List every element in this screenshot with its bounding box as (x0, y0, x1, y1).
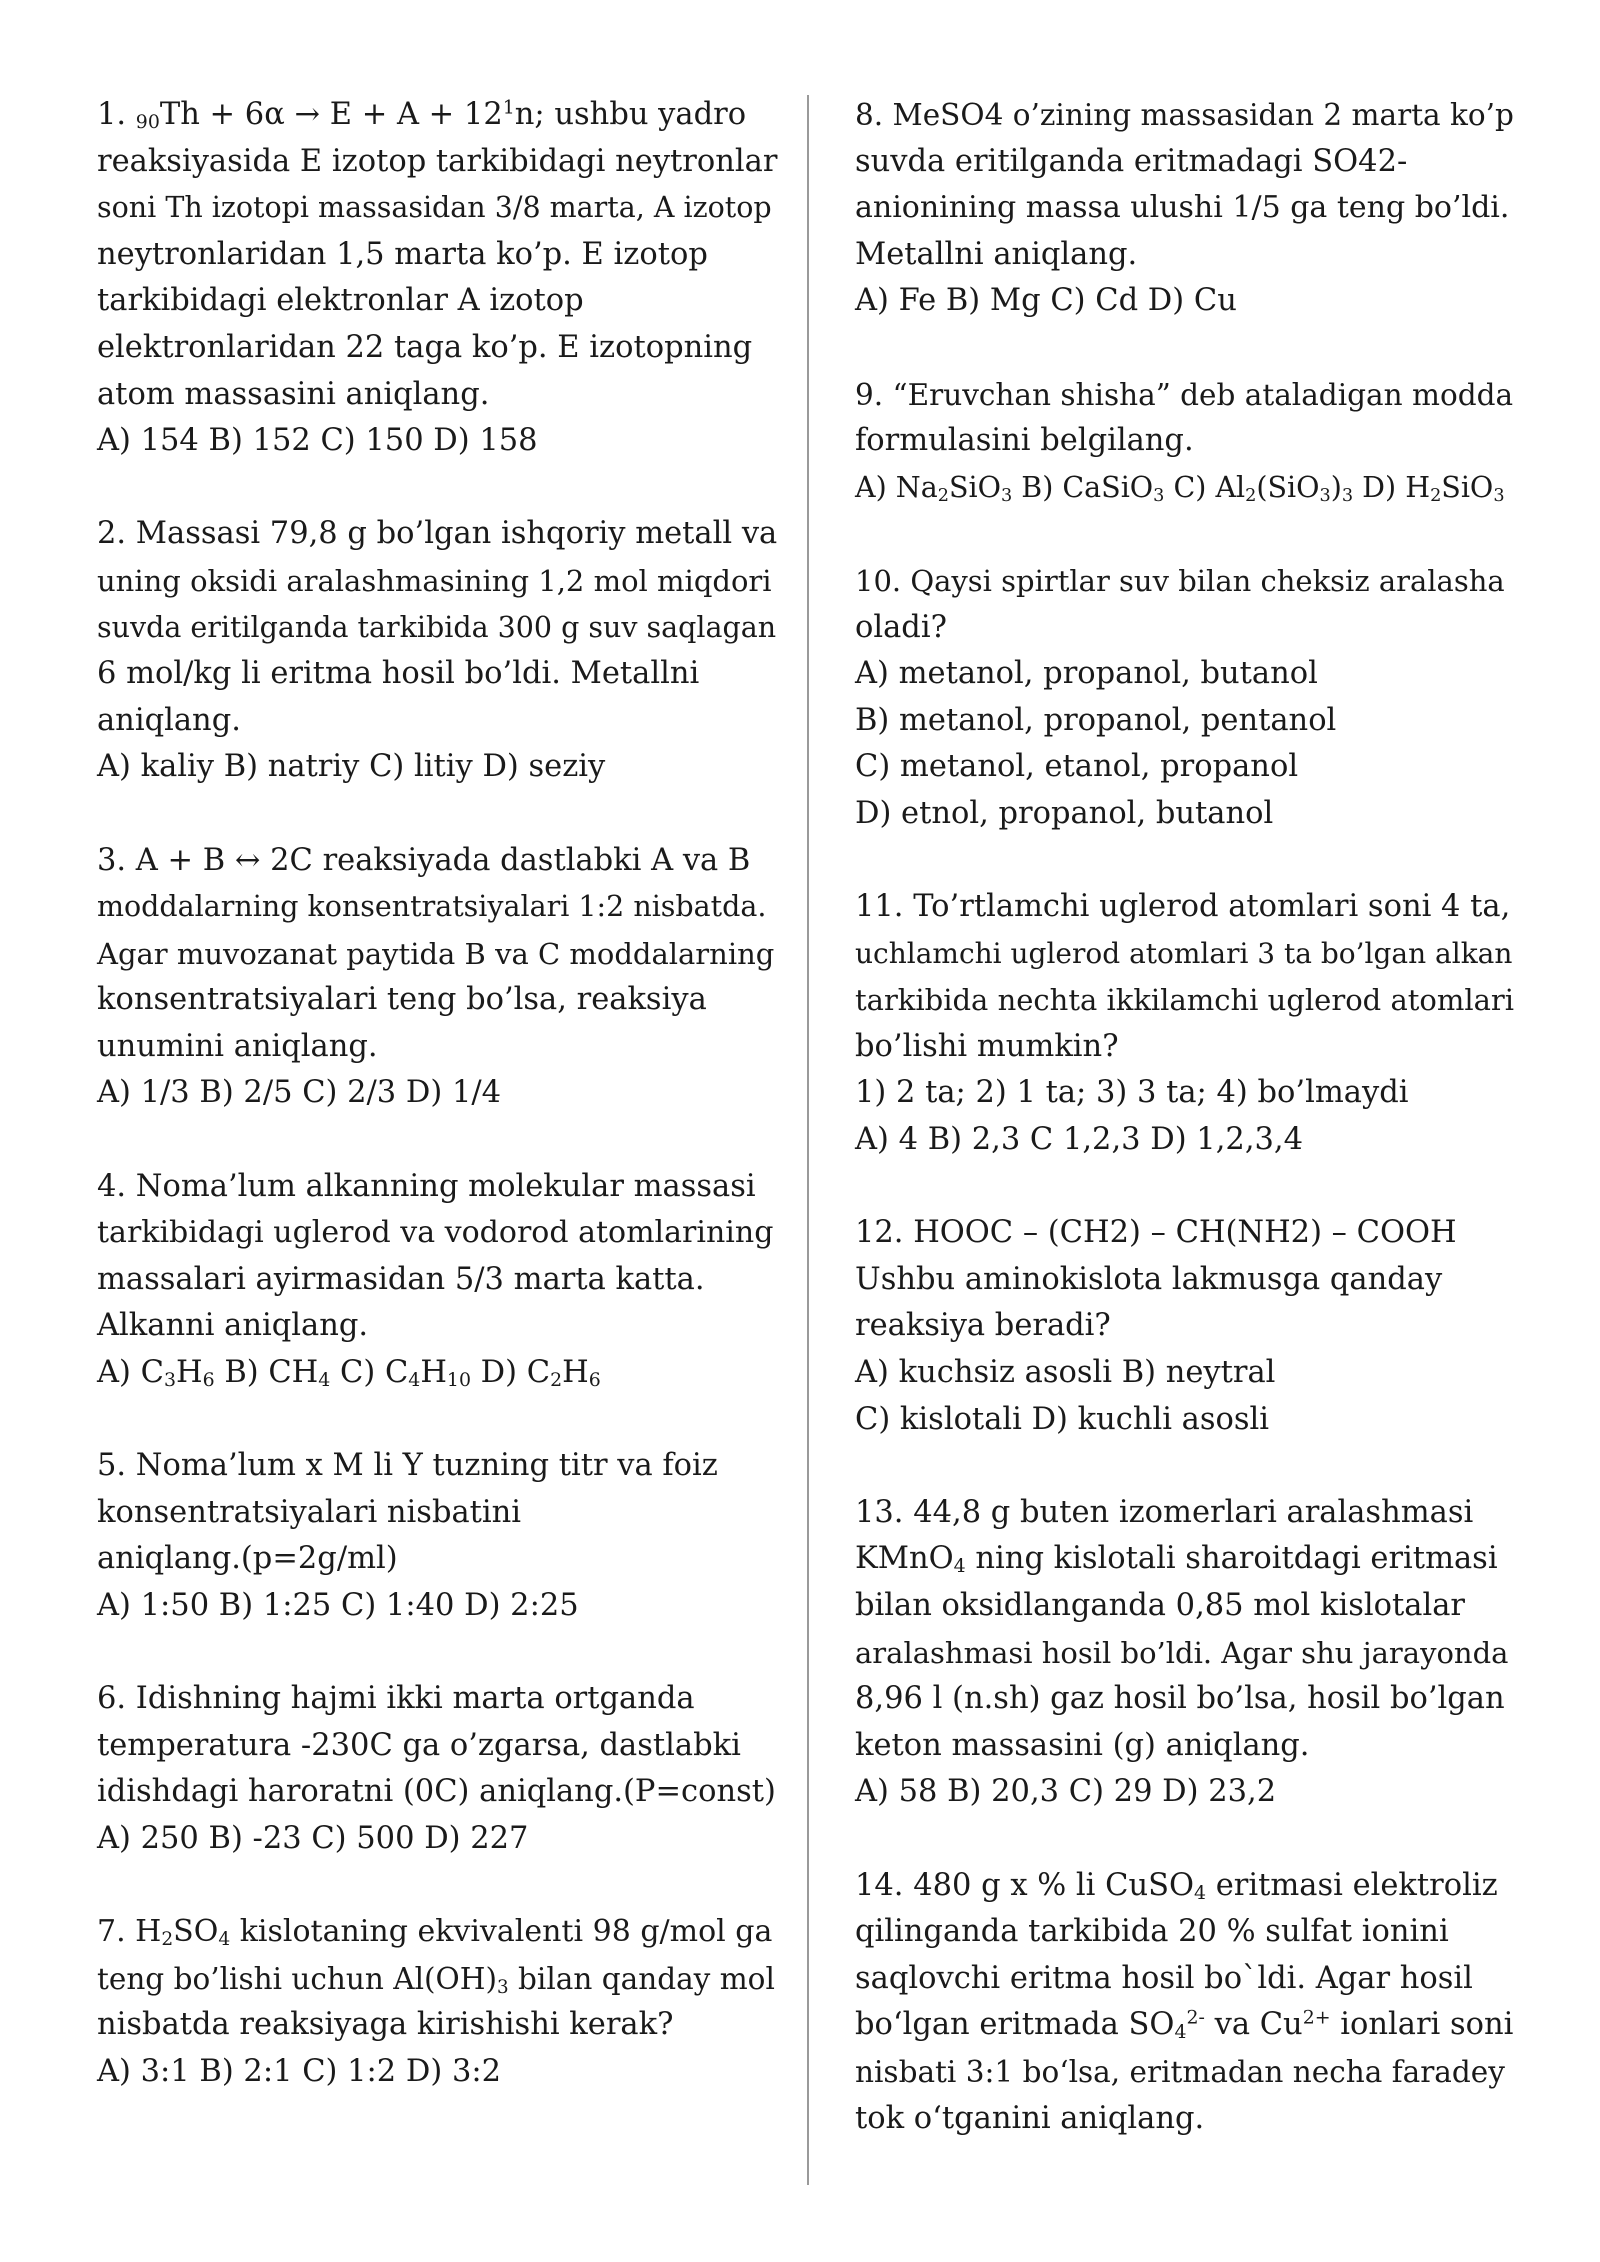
text-segment: A) kaliy B) natriy C) litiy D) seziy (97, 749, 606, 785)
question-line (97, 418, 777, 465)
question-line (855, 1723, 1515, 1770)
text-segment: konsentratsiyalari nisbatini (97, 1494, 522, 1530)
question-line (97, 977, 777, 1024)
subscript: 10 (446, 1369, 471, 1392)
question-line (855, 1909, 1515, 1956)
text-segment: A) 3:1 B) 2:1 C) 1:2 D) 3:2 (97, 2053, 502, 2089)
text-segment: A) 58 B) 20,3 C) 29 D) 23,2 (855, 1774, 1277, 1810)
text-segment: 7. H (97, 1914, 162, 1950)
text-segment: bilan qanday mol (508, 1961, 775, 1996)
question-line (855, 1863, 1515, 1910)
subscript: 3 (1493, 485, 1505, 506)
superscript: 2- (1186, 2006, 1205, 2029)
question-block (855, 372, 1515, 512)
text-segment: moddalarning konsentratsiyalari 1:2 nisbatda. (97, 890, 767, 924)
text-segment: SiO (948, 470, 1001, 504)
text-segment: D) H (1353, 470, 1431, 504)
question-block (97, 1443, 777, 1629)
text-segment: 5. Noma’lum x M li Y tuzning titr va foiz (97, 1448, 718, 1484)
text-segment: 11. To’rtlamchi uglerod atomlari soni 4 ta, (855, 889, 1511, 925)
text-segment: H (562, 1355, 589, 1391)
question-line (97, 558, 777, 605)
text-segment: ) (1330, 470, 1342, 504)
subscript: 90 (135, 111, 160, 134)
question-block (855, 1490, 1515, 1816)
question-block (97, 838, 777, 1118)
subscript: 4 (218, 1929, 231, 1951)
question-line (97, 1070, 777, 1117)
question-line (97, 511, 777, 558)
subscript: 4 (953, 1555, 966, 1578)
question-line (97, 1676, 777, 1723)
question-line (97, 744, 777, 791)
text-segment: 2. Massasi 79,8 g bo’lgan ishqoriy metall va (97, 516, 778, 552)
question-line (855, 977, 1515, 1024)
left-column (97, 92, 777, 2142)
column-divider (807, 95, 809, 2185)
subscript: 3 (1319, 485, 1331, 506)
superscript: 2+ (1302, 2006, 1331, 2029)
text-segment: massalari ayirmasidan 5/3 marta katta. (97, 1261, 705, 1297)
text-segment: A) 154 B) 152 C) 150 D) 158 (97, 423, 538, 459)
question-block (855, 1210, 1515, 1443)
question-line (97, 1909, 777, 1956)
text-segment: ionlari soni (1330, 2007, 1514, 2043)
question-line (855, 1210, 1515, 1257)
text-segment: 14. 480 g x % li CuSO (855, 1867, 1194, 1903)
text-segment: KMnO (855, 1541, 954, 1577)
text-segment: A) 4 B) 2,3 C 1,2,3 D) 1,2,3,4 (855, 1122, 1304, 1158)
question-line (97, 1257, 777, 1304)
text-segment: temperatura -230C ga o’zgarsa, dastlabki (97, 1727, 741, 1763)
text-segment: ning kislotali sharoitdagi eritmasi (965, 1541, 1498, 1577)
question-block (97, 1676, 777, 1862)
text-segment: 4. Noma’lum alkanning molekular massasi (97, 1168, 756, 1204)
subscript: 2 (161, 1929, 174, 1951)
question-line (855, 1583, 1515, 1630)
question-block (855, 884, 1515, 1164)
text-segment: A) metanol, propanol, butanol (855, 656, 1318, 692)
subscript: 4 (1194, 1881, 1207, 1904)
text-segment: formulasini belgilang. (855, 423, 1194, 459)
text-segment: SO (173, 1914, 219, 1950)
right-column (855, 92, 1515, 2189)
text-segment: 8,96 l (n.sh) gaz hosil bo’lsa, hosil bo’lgan (855, 1681, 1505, 1717)
text-segment: A) kuchsiz asosli B) neytral (855, 1355, 1276, 1391)
question-line (855, 884, 1515, 931)
question-line (97, 1210, 777, 1257)
text-segment: tarkibidagi elektronlar A izotop (97, 283, 584, 319)
question-line (855, 1956, 1515, 2003)
text-segment: 6 mol/kg li eritma hosil bo’ldi. Metallni (97, 656, 700, 692)
text-segment: n; ushbu yadro (514, 97, 747, 132)
subscript: 3 (1341, 485, 1354, 506)
question-line (855, 372, 1515, 419)
question-line (97, 1536, 777, 1583)
question-line (855, 791, 1515, 838)
text-segment: unumini aniqlang. (97, 1028, 378, 1064)
text-segment: reaksiyasida E izotop tarkibidagi neytronlar (97, 143, 778, 179)
text-segment: C) Al (1164, 470, 1246, 504)
question-line (97, 1303, 777, 1350)
question-line (855, 278, 1515, 325)
question-line (855, 465, 1515, 512)
question-line (855, 931, 1515, 978)
question-line (855, 651, 1515, 698)
question-line (855, 698, 1515, 745)
subscript: 2 (550, 1369, 563, 1392)
question-line (97, 139, 777, 186)
subscript: 3 (496, 1976, 509, 1998)
text-segment: konsentratsiyalari teng bo’lsa, reaksiya (97, 982, 707, 1018)
text-segment: aniqlang.(p=2g/ml) (97, 1541, 398, 1577)
question-block (855, 558, 1515, 838)
subscript: 4 (408, 1369, 421, 1392)
question-line (97, 1769, 777, 1816)
text-segment: B) CH (214, 1355, 319, 1391)
question-line (97, 1164, 777, 1211)
text-segment: 12. HOOC – (CH2) – CH(NH2) – COOH (855, 1215, 1457, 1251)
question-line (855, 1070, 1515, 1117)
question-line (855, 139, 1515, 186)
text-segment: 3. A + B ↔ 2C reaksiyada dastlabki A va B (97, 842, 751, 878)
text-segment: SiO (1441, 470, 1494, 504)
subscript: 3 (1000, 485, 1013, 506)
text-segment: 13. 44,8 g buten izomerlari aralashmasi (855, 1494, 1474, 1530)
question-line (97, 1024, 777, 1071)
text-segment: uchlamchi uglerod atomlari 3 ta bo’lgan alkan (855, 936, 1513, 970)
question-line (97, 372, 777, 419)
text-segment: neytronlaridan 1,5 marta ko’p. E izotop (97, 236, 708, 272)
text-segment: idishdagi haroratni (0C) aniqlang.(P=const) (97, 1774, 776, 1810)
text-segment: B) metanol, propanol, pentanol (855, 702, 1337, 738)
question-line (97, 884, 777, 931)
subscript: 3 (1153, 485, 1165, 506)
question-line (97, 651, 777, 698)
text-segment: (SiO (1256, 470, 1320, 504)
text-segment: bo‘lgan eritmada SO (855, 2007, 1175, 2043)
question-line (97, 605, 777, 652)
text-segment: Metallni aniqlang. (855, 236, 1138, 272)
question-line (855, 1117, 1515, 1164)
question-line (97, 698, 777, 745)
question-line (97, 1816, 777, 1863)
text-segment: D) etnol, propanol, butanol (855, 795, 1274, 831)
subscript: 2 (1430, 485, 1442, 506)
question-line (855, 92, 1515, 139)
text-segment: soni Th izotopi massasidan 3/8 marta, A izotop (97, 191, 772, 225)
text-segment: va Cu (1204, 2007, 1303, 2043)
text-segment: A) C (97, 1355, 164, 1391)
text-segment: B) CaSiO (1012, 470, 1154, 504)
text-segment: A) 250 B) -23 C) 500 D) 227 (97, 1820, 529, 1856)
question-line (855, 1303, 1515, 1350)
text-segment: C) C (330, 1355, 409, 1391)
question-line (97, 2049, 777, 2096)
subscript: 4 (318, 1369, 331, 1392)
text-segment: C) kislotali D) kuchli asosli (855, 1401, 1270, 1437)
text-segment: Th + 6α → E + A + 12 (159, 97, 503, 132)
question-block (97, 1164, 777, 1397)
text-segment: Alkanni aniqlang. (97, 1308, 369, 1344)
text-segment: keton massasini (g) aniqlang. (855, 1727, 1310, 1763)
question-line (97, 1723, 777, 1770)
question-line (855, 1490, 1515, 1537)
subscript: 4 (1174, 2021, 1187, 2044)
question-line (855, 1630, 1515, 1677)
question-line (855, 744, 1515, 791)
question-line (855, 1024, 1515, 1071)
question-line (855, 1257, 1515, 1304)
question-line (97, 232, 777, 279)
text-segment: oladi? (855, 609, 947, 645)
question-line (855, 2096, 1515, 2143)
question-block (97, 92, 777, 465)
text-segment: suvda eritilganda tarkibida 300 g suv saqlagan (97, 610, 777, 644)
text-segment: suvda eritilganda eritmadagi SO42- (855, 143, 1408, 179)
question-line (855, 232, 1515, 279)
text-segment: bo’lishi mumkin? (855, 1028, 1119, 1064)
text-segment: qilinganda tarkibida 20 % sulfat ionini (855, 1914, 1449, 1950)
subscript: 2 (937, 485, 949, 506)
question-line (97, 2002, 777, 2049)
text-segment: H (420, 1355, 447, 1391)
text-segment: A) Na (855, 470, 938, 504)
text-segment: A) 1:50 B) 1:25 C) 1:40 D) 2:25 (97, 1588, 579, 1623)
question-line (855, 2002, 1515, 2049)
text-segment: bilan oksidlanganda 0,85 mol kislotalar (855, 1588, 1465, 1623)
question-line (97, 838, 777, 885)
subscript: 3 (163, 1369, 176, 1392)
text-segment: saqlovchi eritma hosil bo`ldi. Agar hosil (855, 1960, 1473, 1996)
question-line (855, 2049, 1515, 2096)
text-segment: tarkibida nechta ikkilamchi uglerod atomlari (855, 983, 1515, 1018)
question-line (97, 1583, 777, 1630)
text-segment: 6. Idishning hajmi ikki marta ortganda (97, 1681, 695, 1717)
text-segment: H (176, 1355, 203, 1391)
question-line (97, 92, 777, 139)
text-segment: reaksiya beradi? (855, 1308, 1111, 1344)
text-segment: kislotaning ekvivalenti 98 g/mol ga (230, 1914, 773, 1950)
text-segment: tok o‘tganini aniqlang. (855, 2100, 1205, 2136)
superscript: 1 (502, 96, 515, 119)
question-line (97, 931, 777, 978)
text-segment: anionining massa ulushi 1/5 ga teng bo’ldi. (855, 190, 1510, 226)
question-block (855, 1863, 1515, 2143)
subscript: 6 (202, 1369, 215, 1392)
text-segment: C) metanol, etanol, propanol (855, 749, 1299, 785)
text-segment: A) Fe B) Mg C) Cd D) Cu (855, 283, 1237, 319)
text-segment: nisbati 3:1 bo‘lsa, eritmadan necha faradey (855, 2054, 1505, 2089)
question-line (97, 325, 777, 372)
question-line (855, 1536, 1515, 1583)
question-line (855, 1350, 1515, 1397)
text-segment: aralashmasi hosil bo’ldi. Agar shu jarayonda (855, 1635, 1509, 1670)
text-segment: aniqlang. (97, 702, 241, 738)
question-line (855, 185, 1515, 232)
question-line (97, 1443, 777, 1490)
text-segment: Agar muvozanat paytida B va C moddalarning (97, 936, 775, 971)
text-segment: A) 1/3 B) 2/5 C) 2/3 D) 1/4 (97, 1075, 502, 1111)
text-segment: 1) 2 ta; 2) 1 ta; 3) 3 ta; 4) bo’lmaydi (855, 1075, 1409, 1111)
text-segment: Ushbu aminokislota lakmusga qanday (855, 1261, 1443, 1297)
text-segment: D) C (470, 1355, 551, 1391)
question-line (855, 1769, 1515, 1816)
text-segment: 9. “Eruvchan shisha” deb ataladigan modda (855, 377, 1514, 412)
text-segment: teng bo’lishi uchun Al(OH) (97, 1961, 497, 1996)
subscript: 6 (588, 1369, 601, 1392)
question-line (97, 185, 777, 232)
text-segment: eritmasi elektroliz (1206, 1867, 1498, 1903)
text-segment: elektronlaridan 22 taga ko’p. E izotopning (97, 329, 753, 365)
question-line (855, 558, 1515, 605)
question-line (97, 1956, 777, 2003)
question-line (855, 605, 1515, 652)
question-line (97, 278, 777, 325)
question-line (855, 1676, 1515, 1723)
question-block (97, 1909, 777, 2095)
text-segment: uning oksidi aralashmasining 1,2 mol miqdori (97, 563, 772, 598)
question-line (97, 1350, 777, 1397)
text-segment: 1. (97, 97, 136, 132)
question-line (855, 418, 1515, 465)
text-segment: 8. MeSO4 o’zining massasidan 2 marta ko’p (855, 98, 1514, 132)
question-block (97, 511, 777, 791)
text-segment: 10. Qaysi spirtlar suv bilan cheksiz aralasha (855, 563, 1505, 598)
text-segment: atom massasini aniqlang. (97, 376, 490, 412)
question-block (855, 92, 1515, 325)
text-segment: tarkibidagi uglerod va vodorod atomlarining (97, 1215, 774, 1251)
text-segment: nisbatda reaksiyaga kirishishi kerak? (97, 2007, 674, 2043)
question-line (855, 1397, 1515, 1444)
question-line (97, 1490, 777, 1537)
subscript: 2 (1245, 485, 1257, 506)
